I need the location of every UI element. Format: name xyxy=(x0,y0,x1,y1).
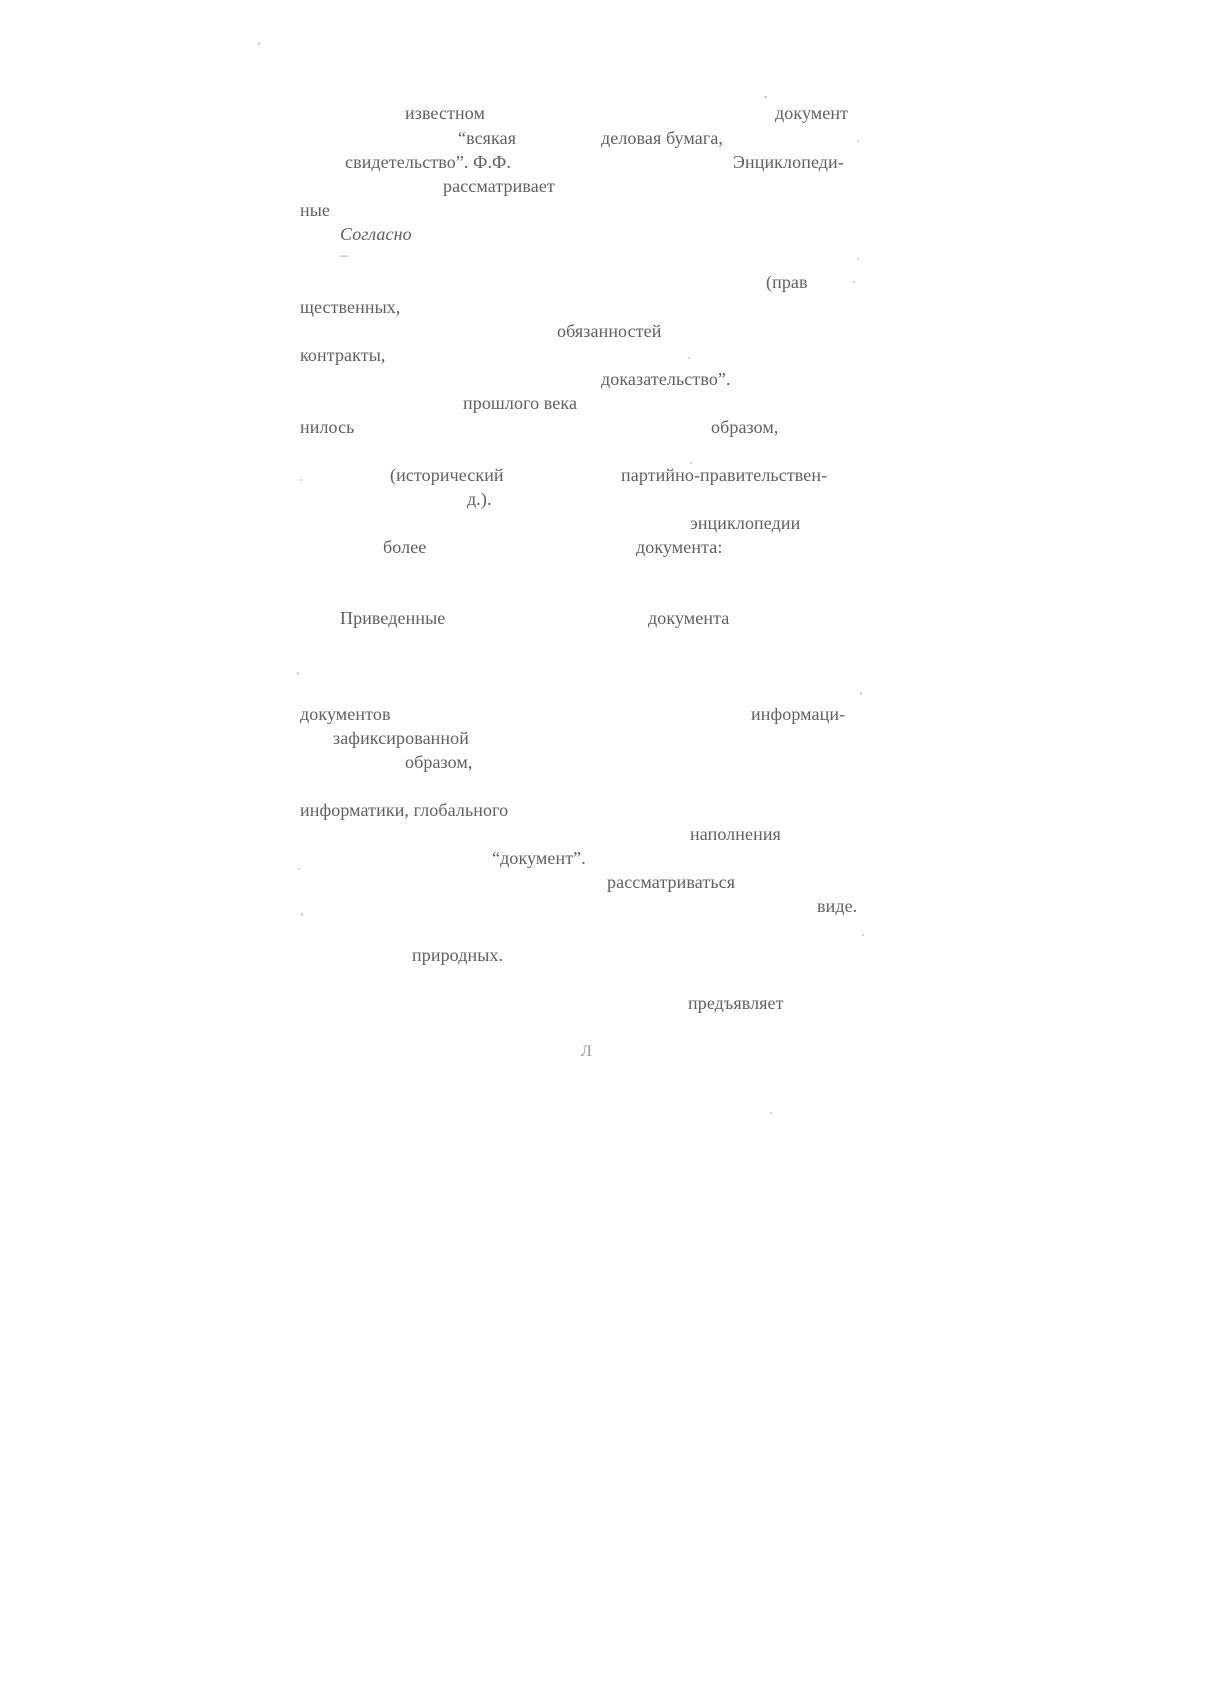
scan-speck xyxy=(298,868,300,870)
doc-word: информаци- xyxy=(751,704,846,724)
scan-speck xyxy=(688,357,690,359)
doc-word: природных. xyxy=(412,945,504,965)
doc-word: Приведенные xyxy=(340,608,446,628)
scan-speck xyxy=(297,672,299,675)
doc-word: партийно-правительствен- xyxy=(621,465,828,485)
doc-word: деловая бумага, xyxy=(601,128,724,148)
doc-word: нилось xyxy=(300,417,355,437)
scan-speck xyxy=(857,140,859,142)
doc-word: ные xyxy=(300,200,331,220)
doc-word: “всякая xyxy=(458,128,517,148)
doc-word: более xyxy=(383,537,427,557)
doc-word: Энциклопеди- xyxy=(733,152,844,172)
scan-speck xyxy=(258,42,260,45)
doc-word: документа: xyxy=(636,537,723,557)
doc-word: “документ”. xyxy=(492,848,586,868)
doc-word: рассматриваться xyxy=(607,872,736,892)
doc-word: документ xyxy=(775,103,849,123)
doc-word: документа xyxy=(648,608,730,628)
doc-word: документов xyxy=(300,704,391,724)
doc-word: д.). xyxy=(467,489,492,509)
page-number: Л xyxy=(581,1043,592,1060)
doc-word-italic: Согласно xyxy=(340,224,412,244)
doc-dash: – xyxy=(340,247,349,264)
scan-speck xyxy=(764,96,767,98)
doc-word: образом, xyxy=(711,417,779,437)
doc-word: (исторический xyxy=(390,465,504,485)
doc-word: информатики, глобального xyxy=(300,800,509,820)
doc-word: прошлого века xyxy=(463,393,578,413)
scan-speck xyxy=(300,479,302,481)
doc-word: известном xyxy=(405,103,486,123)
doc-word: образом, xyxy=(405,752,473,772)
doc-word: энциклопедии xyxy=(690,513,801,533)
doc-word: обязанностей xyxy=(557,321,662,341)
doc-word: предъявляет xyxy=(688,993,784,1013)
doc-word: контракты, xyxy=(300,345,386,365)
doc-word: доказательство”. xyxy=(601,369,731,389)
scan-speck xyxy=(301,913,303,916)
doc-word: рассматривает xyxy=(443,176,555,196)
doc-word: наполнения xyxy=(690,824,781,844)
scan-speck xyxy=(862,934,864,936)
scan-speck xyxy=(853,281,855,283)
scan-speck xyxy=(857,258,859,260)
doc-word: свидетельство”. Ф.Ф. xyxy=(345,152,511,172)
doc-word: зафиксированной xyxy=(333,728,469,748)
scan-speck xyxy=(770,1112,772,1114)
scan-speck xyxy=(860,692,862,695)
doc-word: виде. xyxy=(817,896,858,916)
doc-word: щественных, xyxy=(300,297,401,317)
doc-word: (прав xyxy=(766,272,808,292)
